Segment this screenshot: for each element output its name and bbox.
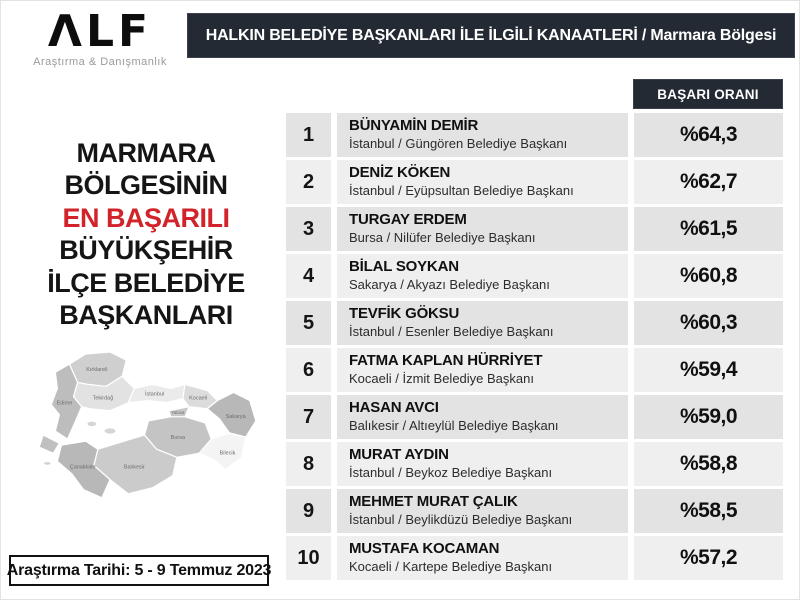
success-rate: %64,3 <box>634 113 783 157</box>
mayor-info <box>337 301 628 345</box>
mayor-info <box>337 442 628 486</box>
ranking-table <box>286 113 783 583</box>
map-label-istanbul: İstanbul <box>145 391 165 398</box>
mayor-title: Kocaeli / İzmit Belediye Başkanı <box>349 371 534 387</box>
mayor-name: FATMA KAPLAN HÜRRİYET <box>349 352 543 369</box>
mayor-info <box>337 395 628 439</box>
mayor-name: BİLAL SOYKAN <box>349 258 459 275</box>
mayor-title: İstanbul / Beylikdüzü Belediye Başkanı <box>349 512 573 528</box>
rank-number: 1 <box>286 113 331 157</box>
page-title: HALKIN BELEDİYE BAŞKANLARI İLE İLGİLİ KANAATLERİ / Marmara Bölgesi <box>187 13 795 58</box>
island-shape <box>43 461 51 465</box>
table-row <box>286 301 783 345</box>
mayor-name: DENİZ KÖKEN <box>349 164 451 181</box>
mayor-name: MEHMET MURAT ÇALIK <box>349 493 518 510</box>
success-rate: %61,5 <box>634 207 783 251</box>
mayor-name: MUSTAFA KOCAMAN <box>349 540 500 557</box>
mayor-title: Bursa / Nilüfer Belediye Başkanı <box>349 230 536 246</box>
table-row <box>286 489 783 533</box>
mayor-name: HASAN AVCI <box>349 399 439 416</box>
mayor-title: İstanbul / Eyüpsultan Belediye Başkanı <box>349 183 574 199</box>
alf-logo <box>25 6 175 69</box>
map-label-bursa: Bursa <box>170 435 186 442</box>
mayor-info <box>337 113 628 157</box>
headline-line: İLÇE BELEDİYE <box>47 267 245 298</box>
score-column-header: BAŞARI ORANI <box>633 79 783 109</box>
map-label-kocaeli: Kocaeli <box>189 395 208 402</box>
success-rate: %58,8 <box>634 442 783 486</box>
island-shape <box>87 421 97 427</box>
map-label-sakarya: Sakarya <box>225 413 246 420</box>
rank-number: 3 <box>286 207 331 251</box>
table-row <box>286 395 783 439</box>
success-rate: %60,3 <box>634 301 783 345</box>
map-label-kirklareli: Kırklareli <box>86 367 108 374</box>
rank-number: 4 <box>286 254 331 298</box>
mayor-name: TEVFİK GÖKSU <box>349 305 460 322</box>
rank-number: 5 <box>286 301 331 345</box>
mayor-title: Kocaeli / Kartepe Belediye Başkanı <box>349 559 553 575</box>
success-rate: %57,2 <box>634 536 783 580</box>
research-date: Araştırma Tarihi: 5 - 9 Temmuz 2023 <box>9 555 269 586</box>
map-label-edirne: Edirne <box>56 400 73 407</box>
headline-highlight: EN BAŞARILI <box>62 202 230 233</box>
headline-line: BÖLGESİNİN <box>64 170 228 201</box>
success-rate: %59,4 <box>634 348 783 392</box>
table-row <box>286 160 783 204</box>
rank-number: 9 <box>286 489 331 533</box>
headline-line: BAŞKANLARI <box>59 299 233 330</box>
island-shape <box>104 428 116 434</box>
mayor-info <box>337 489 628 533</box>
logo-text: ΛLF <box>47 6 153 57</box>
headline <box>19 137 273 331</box>
success-rate: %59,0 <box>634 395 783 439</box>
mayor-title: İstanbul / Esenler Belediye Başkanı <box>349 324 554 340</box>
table-row <box>286 536 783 580</box>
mayor-info <box>337 348 628 392</box>
table-row <box>286 207 783 251</box>
success-rate: %62,7 <box>634 160 783 204</box>
mayor-info <box>337 160 628 204</box>
map-label-tekirdag: Tekirdağ <box>92 395 114 402</box>
table-row <box>286 254 783 298</box>
success-rate: %60,8 <box>634 254 783 298</box>
mayor-info <box>337 254 628 298</box>
map-label-bilecik: Bilecik <box>219 450 236 457</box>
logo-tagline: Araştırma & Danışmanlık <box>33 56 167 69</box>
rank-number: 6 <box>286 348 331 392</box>
headline-line: BÜYÜKŞEHİR <box>59 235 233 266</box>
mayor-title: Sakarya / Akyazı Belediye Başkanı <box>349 277 550 293</box>
mayor-info <box>337 207 628 251</box>
map-label-canakkale: Çanakkale <box>69 464 96 471</box>
mayor-title: İstanbul / Beykoz Belediye Başkanı <box>349 465 553 481</box>
mayor-info <box>337 536 628 580</box>
rank-number: 2 <box>286 160 331 204</box>
marmara-region-map <box>29 345 267 517</box>
mayor-name: TURGAY ERDEM <box>349 211 467 228</box>
map-label-yalova: Yalova <box>171 409 185 415</box>
rank-number: 10 <box>286 536 331 580</box>
table-row <box>286 348 783 392</box>
table-row <box>286 113 783 157</box>
headline-line: MARMARA <box>76 138 216 168</box>
rank-number: 8 <box>286 442 331 486</box>
province-shape-gelibolu <box>39 435 59 453</box>
mayor-name: BÜNYAMİN DEMİR <box>349 117 479 134</box>
table-row <box>286 442 783 486</box>
map-svg <box>29 345 267 517</box>
rank-number: 7 <box>286 395 331 439</box>
mayor-title: İstanbul / Güngören Belediye Başkanı <box>349 136 568 152</box>
mayor-title: Balıkesir / Altıeylül Belediye Başkanı <box>349 418 559 434</box>
mayor-name: MURAT AYDIN <box>349 446 449 463</box>
map-label-balikesir: Balıkesir <box>123 464 145 471</box>
success-rate: %58,5 <box>634 489 783 533</box>
